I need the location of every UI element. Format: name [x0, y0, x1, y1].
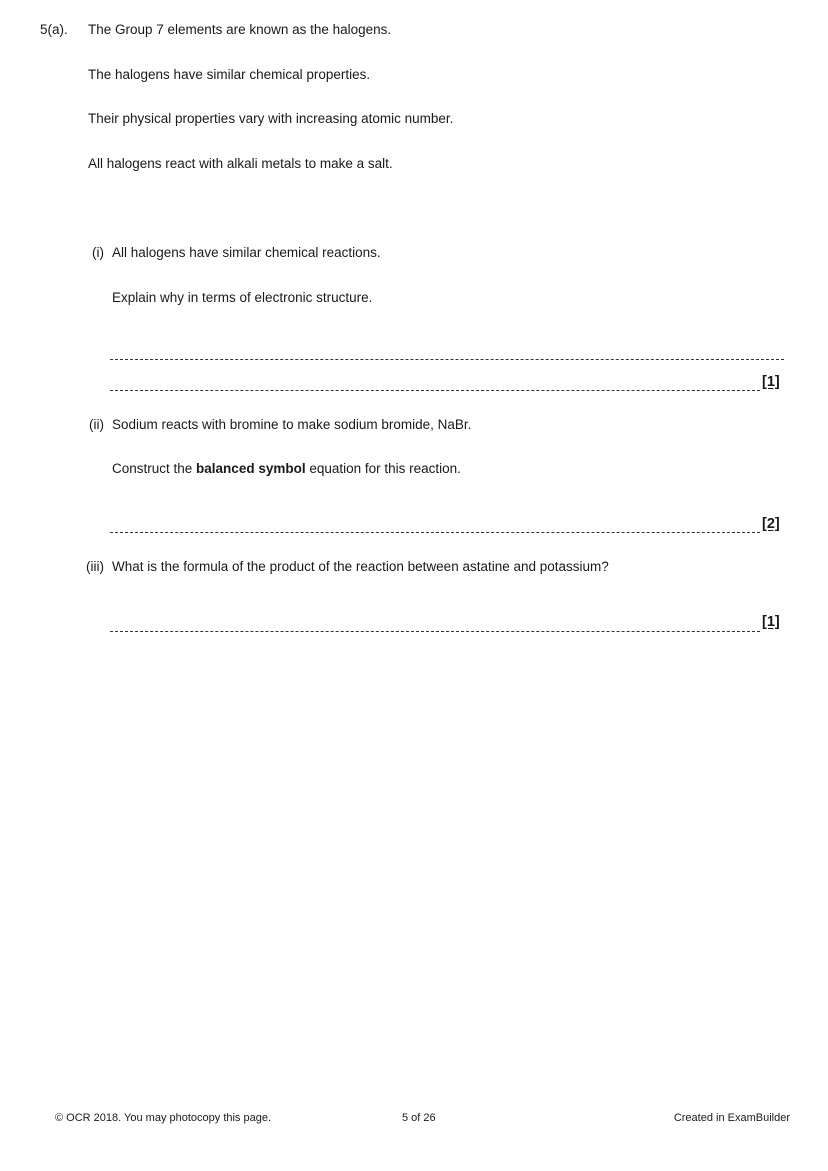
part-iii-label: (iii): [86, 559, 104, 574]
part-i-label: (i): [92, 245, 104, 260]
intro-line-4: All halogens react with alkali metals to make a salt.: [88, 156, 393, 171]
footer-creator: Created in ExamBuilder: [673, 1112, 790, 1124]
part-ii-instruction: [112, 461, 461, 476]
instruction-bold: balanced symbol: [196, 461, 306, 476]
part-iii-answer-line[interactable]: [110, 631, 760, 632]
part-ii-label: (ii): [89, 417, 104, 432]
intro-line-2: The halogens have similar chemical properties.: [88, 67, 371, 82]
part-i-instruction: Explain why in terms of electronic structure.: [112, 290, 373, 305]
instruction-post: equation for this reaction.: [305, 461, 461, 476]
part-i-marks: [1]: [762, 374, 780, 390]
intro-line-1: The Group 7 elements are known as the halogens.: [88, 22, 392, 37]
part-iii-marks: [1]: [762, 614, 780, 630]
intro-line-3: Their physical properties vary with increasing atomic number.: [88, 111, 454, 126]
footer-page-number: 5 of 26: [402, 1112, 436, 1124]
part-ii-text: Sodium reacts with bromine to make sodium bromide, NaBr.: [112, 417, 472, 432]
footer-copyright: © OCR 2018. You may photocopy this page.: [55, 1112, 272, 1124]
part-ii-marks: [2]: [762, 516, 780, 532]
part-i-answer-line-1[interactable]: [110, 359, 784, 360]
part-i-answer-line-2[interactable]: [110, 390, 760, 391]
instruction-pre: Construct the: [112, 461, 197, 476]
question-number: 5(a).: [40, 22, 68, 37]
part-ii-answer-line[interactable]: [110, 532, 760, 533]
part-iii-text: What is the formula of the product of the reaction between astatine and potassium?: [112, 559, 609, 574]
part-i-text: All halogens have similar chemical reactions.: [112, 245, 381, 260]
